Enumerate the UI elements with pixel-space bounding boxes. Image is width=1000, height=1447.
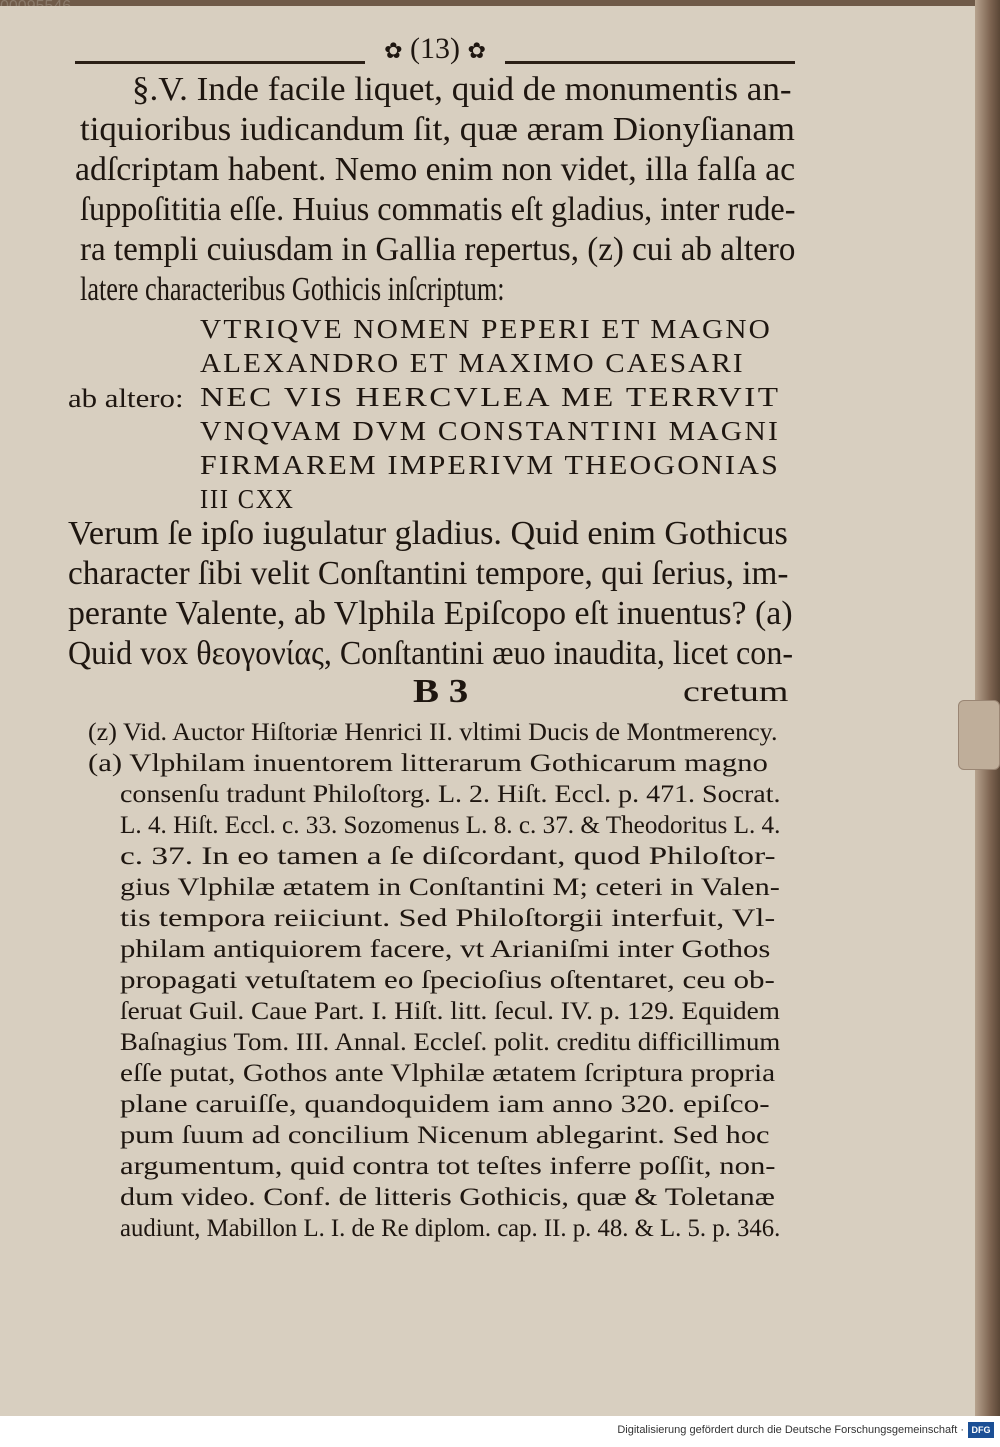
paragraph-line: Verum ſe ipſo iugulatur gladius. Quid enim Gothicus — [68, 515, 788, 552]
inscription-line: III CXX — [200, 484, 295, 514]
footnote-line: dum video. Conf. de litteris Gothicis, quæ & Toletanæ — [120, 1184, 775, 1211]
book-page — [0, 6, 979, 1416]
footnote-line: eſſe putat, Gothos ante Vlphilæ ætatem ſcriptura propria — [120, 1060, 776, 1087]
header-rule-right — [505, 61, 795, 64]
inscription-line: VTRIQVE NOMEN PEPERI ET MAGNO — [200, 314, 772, 344]
rosette-icon: ✿ — [384, 38, 403, 64]
footnote-line: c. 37. In eo tamen a ſe diſcordant, quod Philoſtor- — [120, 843, 776, 870]
footnote-line: philam antiquiorem facere, vt Arianiſmi inter Gothos — [120, 936, 771, 963]
footnote-line: (a) Vlphilam inuentorem litterarum Gothicarum magno — [88, 750, 768, 777]
dfg-logo: DFG — [968, 1422, 994, 1438]
paragraph-line: §.V. Inde facile liquet, quid de monumentis an- — [132, 71, 792, 108]
footnote-line: Baſnagius Tom. III. Annal. Eccleſ. polit. creditu difficillimum — [120, 1029, 781, 1056]
paragraph-line: perante Valente, ab Vlphila Epiſcopo eſt inuentus? (a) — [68, 595, 793, 632]
paragraph-line: ſuppoſititia eſſe. Huius commatis eſt gladius, inter rude- — [80, 191, 796, 228]
paragraph-line: ra templi cuiusdam in Gallia repertus, (z) cui ab altero — [80, 231, 796, 268]
footnote-line: argumentum, quid contra tot teſtes inferre poſſit, non- — [120, 1153, 776, 1180]
signature-mark: B 3 — [413, 673, 469, 710]
page-number-text: (13) — [410, 32, 460, 65]
footnote-line: tis tempora reiiciunt. Sed Philoſtorgii interfuit, Vl- — [120, 905, 776, 932]
footnote-line: (z) Vid. Auctor Hiſtoriæ Henrici II. vltimi Ducis de Montmerency. — [88, 719, 778, 746]
footnote-line: plane caruiſſe, quandoquidem iam anno 320. epiſco- — [120, 1091, 770, 1118]
footnote-line: gius Vlphilæ ætatem in Conſtantini M; ceteri in Valen- — [120, 874, 780, 901]
footnote-line: consenſu tradunt Philoſtorg. L. 2. Hiſt. Eccl. p. 471. Socrat. — [120, 781, 781, 808]
footnote-line: pum ſuum ad concilium Nicenum ablegarint. Sed hoc — [120, 1122, 770, 1149]
footnote-line: L. 4. Hiſt. Eccl. c. 33. Sozomenus L. 8. c. 37. & Theodoritus L. 4. — [120, 812, 781, 839]
inscription-side-label: ab altero: — [68, 384, 184, 413]
page-header — [75, 28, 795, 70]
funding-notice: Digitalisierung gefördert durch die Deutsche Forschungsgemeinschaft · — [617, 1424, 964, 1436]
rosette-icon: ✿ — [467, 38, 486, 64]
footnote-line: audiunt, Mabillon L. I. de Re diplom. cap. II. p. 48. & L. 5. p. 346. — [120, 1215, 781, 1242]
paragraph-line: latere characteribus Gothicis inſcriptum: — [80, 271, 505, 308]
inscription-line: VNQVAM DVM CONSTANTINI MAGNI — [200, 416, 781, 446]
paragraph-line: tiquioribus iudicandum ſit, quæ æram Dionyſianam — [80, 111, 795, 148]
inscription-line: NEC VIS HERCVLEA ME TERRVIT — [200, 382, 781, 412]
page-number — [376, 28, 494, 72]
paragraph-line: character ſibi velit Conſtantini tempore, qui ſerius, im- — [68, 555, 789, 592]
inscription-line: ALEXANDRO ET MAXIMO CAESARI — [200, 348, 745, 378]
catchword: cretum — [683, 675, 789, 708]
footnote-line: propagati vetuſtatem eo ſpecioſius oſtentaret, ceu ob- — [120, 967, 775, 994]
header-rule-left — [75, 61, 365, 64]
inscription-line: FIRMAREM IMPERIVM THEOGONIAS — [200, 450, 781, 480]
footer-bar — [0, 1416, 1000, 1447]
paragraph-line: Quid vox θεογονίας, Conſtantini æuo inaudita, licet con- — [68, 635, 794, 672]
footnote-line: ſeruat Guil. Caue Part. I. Hiſt. litt. ſecul. IV. p. 129. Equidem — [120, 998, 780, 1025]
paragraph-line: adſcriptam habent. Nemo enim non videt, illa falſa ac — [75, 151, 796, 188]
page-tab-marker — [958, 700, 1000, 770]
